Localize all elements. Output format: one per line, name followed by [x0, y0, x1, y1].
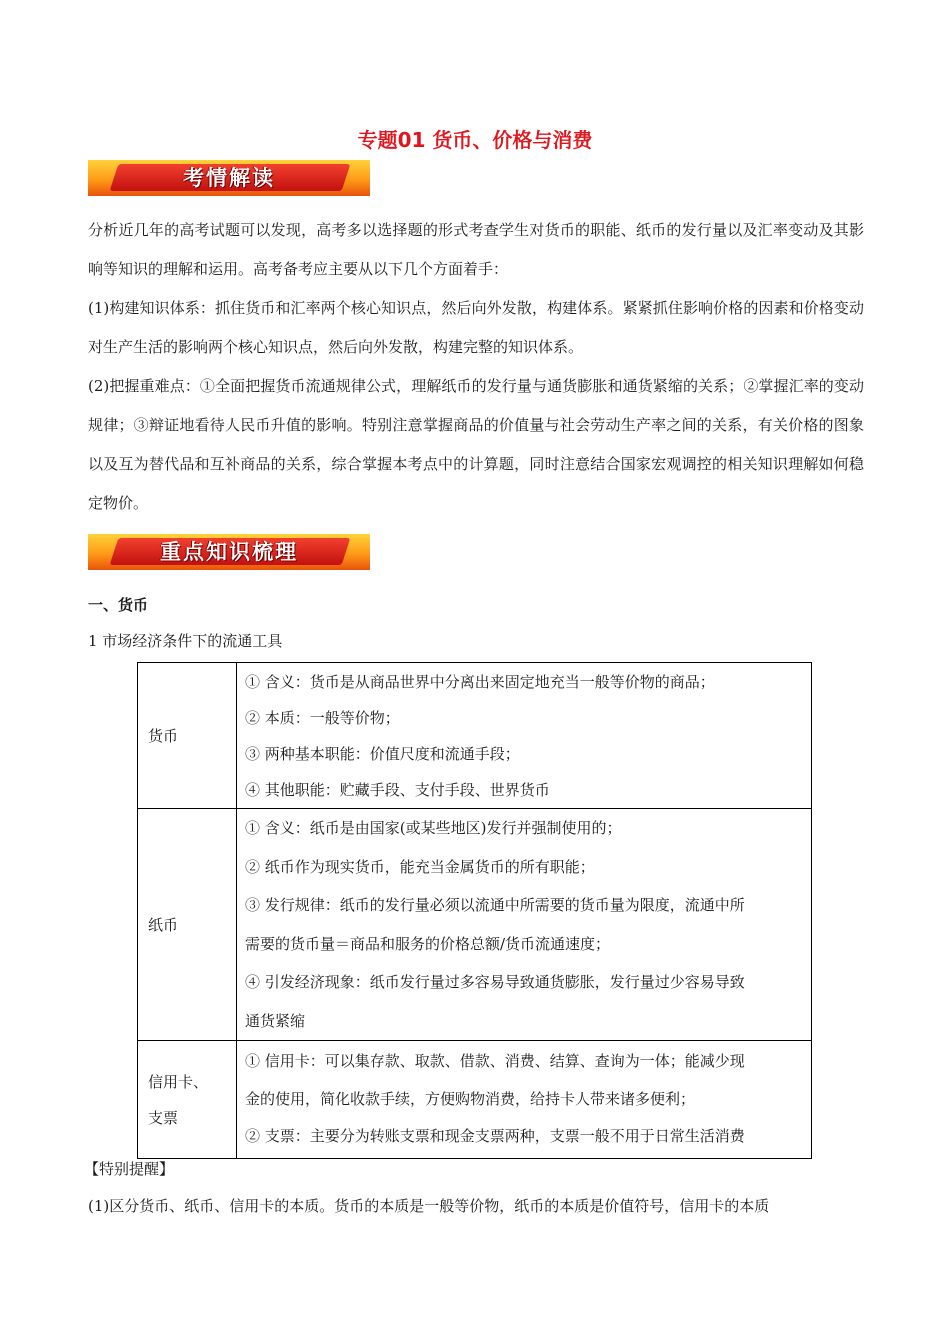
section-heading: 一、货币: [88, 596, 149, 614]
list-item: ① 信用卡：可以集存款、取款、借款、消费、结算、查询为一体；能减少现: [245, 1052, 745, 1071]
row-content-credit-check: [237, 1041, 812, 1159]
page-title: 专题01 货币、价格与消费: [357, 128, 593, 152]
table-row: [138, 1041, 812, 1159]
row-header-paper-money: 纸币: [138, 809, 237, 1041]
row-content-paper-money: [237, 809, 812, 1041]
row-header-credit-check: 信用卡、 支票: [138, 1041, 237, 1159]
list-item: ② 纸币作为现实货币，能充当金属货币的所有职能；: [245, 857, 595, 876]
banner-analysis: [88, 160, 370, 196]
banner-knowledge: [88, 534, 370, 570]
row-header-money: 货币: [138, 663, 237, 809]
list-item: ④ 引发经济现象：纸币发行量过多容易导致通货膨胀，发行量过少容易导致: [245, 973, 745, 991]
list-item: ③ 发行规律：纸币的发行量必须以流通中所需要的货币量为限度，流通中所: [245, 896, 745, 914]
section-subheading: 1 市场经济条件下的流通工具: [88, 632, 283, 650]
list-item: ② 本质：一般等价物；: [245, 708, 400, 727]
intro-paragraph-2: (1)构建知识体系：抓住货币和汇率两个核心知识点，然后向外发散，构建体系。紧紧抓住影响价格的因素和价格变动对生产生活的影响两个核心知识点，然后向外发散，构建完整的知识体系。: [88, 299, 864, 356]
list-item: ④ 其他职能：贮藏手段、支付手段、世界货币: [245, 780, 550, 799]
list-item: 金的使用，简化收款手续，方便购物消费，给持卡人带来诸多便利；: [245, 1089, 696, 1108]
list-item: ② 支票：主要分为转账支票和现金支票两种，支票一般不用于日常生活消费: [245, 1127, 745, 1146]
table-row: [138, 663, 812, 809]
list-item: 需要的货币量＝商品和服务的价格总额/货币流通速度；: [245, 934, 611, 953]
list-item: ① 含义：纸币是由国家(或某些地区)发行并强制使用的；: [245, 819, 622, 837]
banner-knowledge-label: 重点知识梳理: [160, 540, 298, 564]
intro-paragraph-3: (2)把握重难点：①全面把握货币流通规律公式，理解纸币的发行量与通货膨胀和通货紧缩的关系；②掌握汇率的变动规律；③辩证地看待人民币升值的影响。特别注意掌握商品的价值量与社会劳动生产率之间的关系，有关价格的图象以及互为替代品和互补商品的关系，综合掌握本考点中的计算题，同时注意结合国家宏观调控的相关知识理解如何稳定物价。: [88, 377, 864, 512]
list-item: 通货紧缩: [245, 1011, 306, 1030]
knowledge-table: [137, 662, 812, 1159]
row-content-money: [237, 663, 812, 809]
list-item: ③ 两种基本职能：价值尺度和流通手段；: [245, 744, 520, 763]
reminder-heading: 【特别提醒】: [84, 1160, 175, 1178]
banner-analysis-label: 考情解读: [183, 166, 275, 190]
reminder-paragraph-1: (1)区分货币、纸币、信用卡的本质。货币的本质是一般等价物，纸币的本质是价值符号，信用卡的本质: [88, 1197, 770, 1215]
list-item: ① 含义：货币是从商品世界中分离出来固定地充当一般等价物的商品；: [245, 672, 715, 691]
table-row: [138, 809, 812, 1041]
intro-paragraph-1: 分析近几年的高考试题可以发现，高考多以选择题的形式考查学生对货币的职能、纸币的发行量以及汇率变动及其影响等知识的理解和运用。高考备考应主要从以下几个方面着手：: [88, 221, 864, 278]
